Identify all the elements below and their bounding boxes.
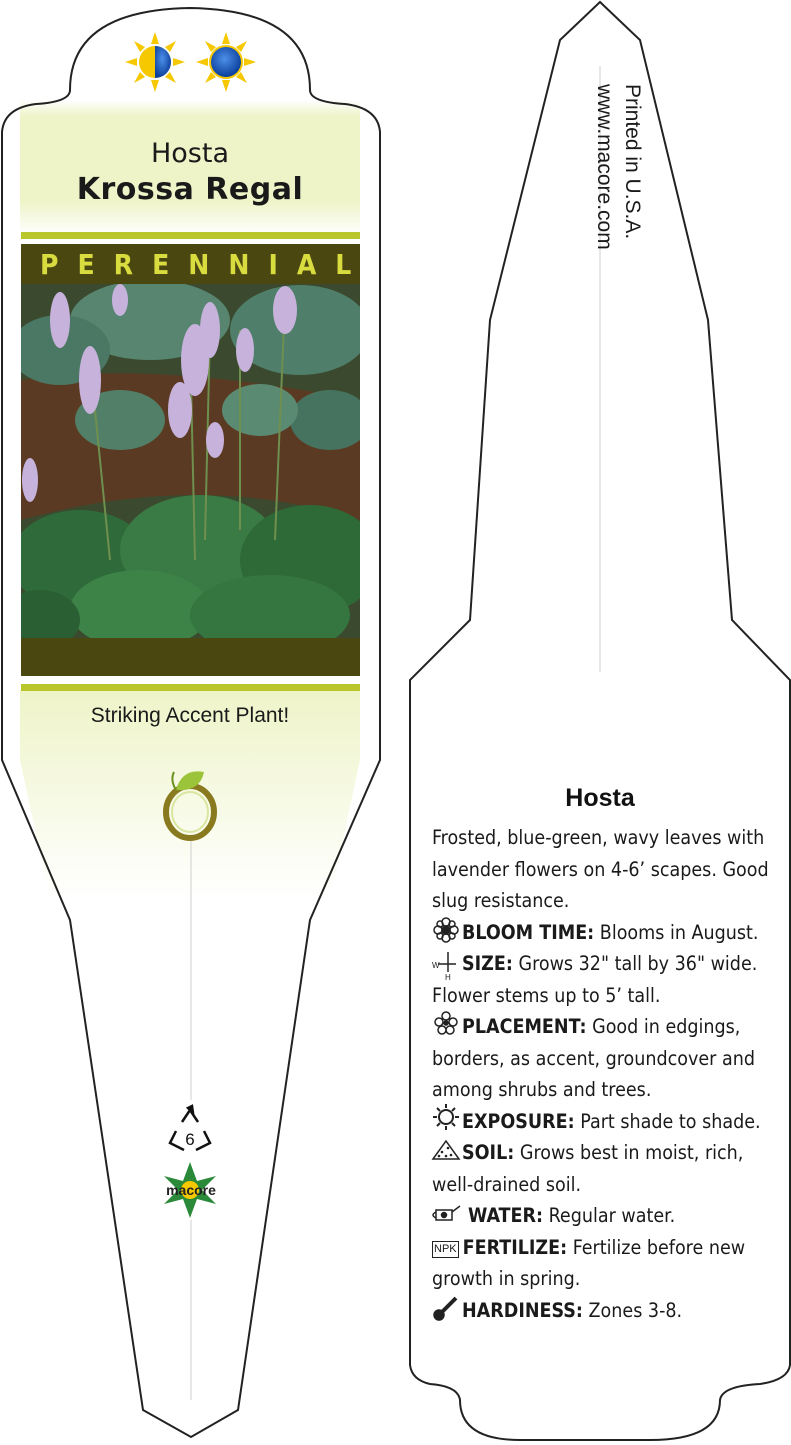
detail-label: WATER: [468, 1204, 544, 1227]
plant-cultivar: Krossa Regal [76, 172, 304, 207]
printed-in-usa: Printed in U.S.A. [621, 84, 644, 240]
detail-hardiness [432, 1295, 782, 1327]
shade-icon [196, 32, 256, 92]
detail-label: SIZE: [462, 952, 513, 975]
detail-text: Part shade to shade. [580, 1109, 761, 1133]
tagline: Striking Accent Plant! [90, 704, 290, 727]
description: Frosted, blue-green, wavy leaves with lavender flowers on 4-6’ scapes. Good slug resistance. [432, 826, 769, 912]
detail-fertilize [432, 1232, 782, 1295]
detail-label: BLOOM TIME: [462, 920, 595, 944]
detail-text: Grows 32" tall by 36" wide. Flower stems up to 5’ tall. [432, 952, 758, 1007]
detail-text: Regular water. [548, 1204, 676, 1227]
brand-name: macore [166, 1182, 216, 1198]
detail-exposure [432, 1106, 782, 1138]
website: www.macore.com [593, 84, 616, 250]
detail-text: Good in edgings, borders, as accent, groundcover and among shrubs and trees. [432, 1015, 755, 1101]
recycle-number: 6 [185, 1130, 195, 1149]
detail-text: Fertilize before new growth in spring. [432, 1235, 746, 1290]
svg-text:W: W [432, 961, 440, 970]
detail-label: PLACEMENT: [462, 1015, 587, 1038]
category-label: PERENNIAL [40, 248, 371, 281]
npk-icon: NPK [432, 1241, 459, 1258]
printed-note [590, 84, 646, 250]
detail-bloom [432, 917, 782, 949]
info-title: Hosta [565, 784, 635, 812]
detail-text: Zones 3-8. [588, 1298, 683, 1322]
part-sun-icon [125, 32, 185, 92]
detail-soil [432, 1137, 782, 1200]
detail-water [432, 1200, 782, 1232]
detail-text: Blooms in August. [599, 920, 759, 944]
detail-label: SOIL: [462, 1141, 515, 1164]
detail-label: EXPOSURE: [462, 1109, 575, 1133]
detail-size [432, 948, 782, 1011]
detail-label: HARDINESS: [462, 1298, 583, 1322]
plant-photo [0, 280, 380, 655]
svg-text:H: H [445, 973, 451, 982]
detail-label: FERTILIZE: [462, 1235, 568, 1259]
detail-placement [432, 1011, 782, 1106]
detail-text: Grows best in moist, rich, well-drained soil. [432, 1141, 744, 1196]
care-info [432, 822, 782, 1326]
plant-genus: Hosta [150, 138, 230, 169]
